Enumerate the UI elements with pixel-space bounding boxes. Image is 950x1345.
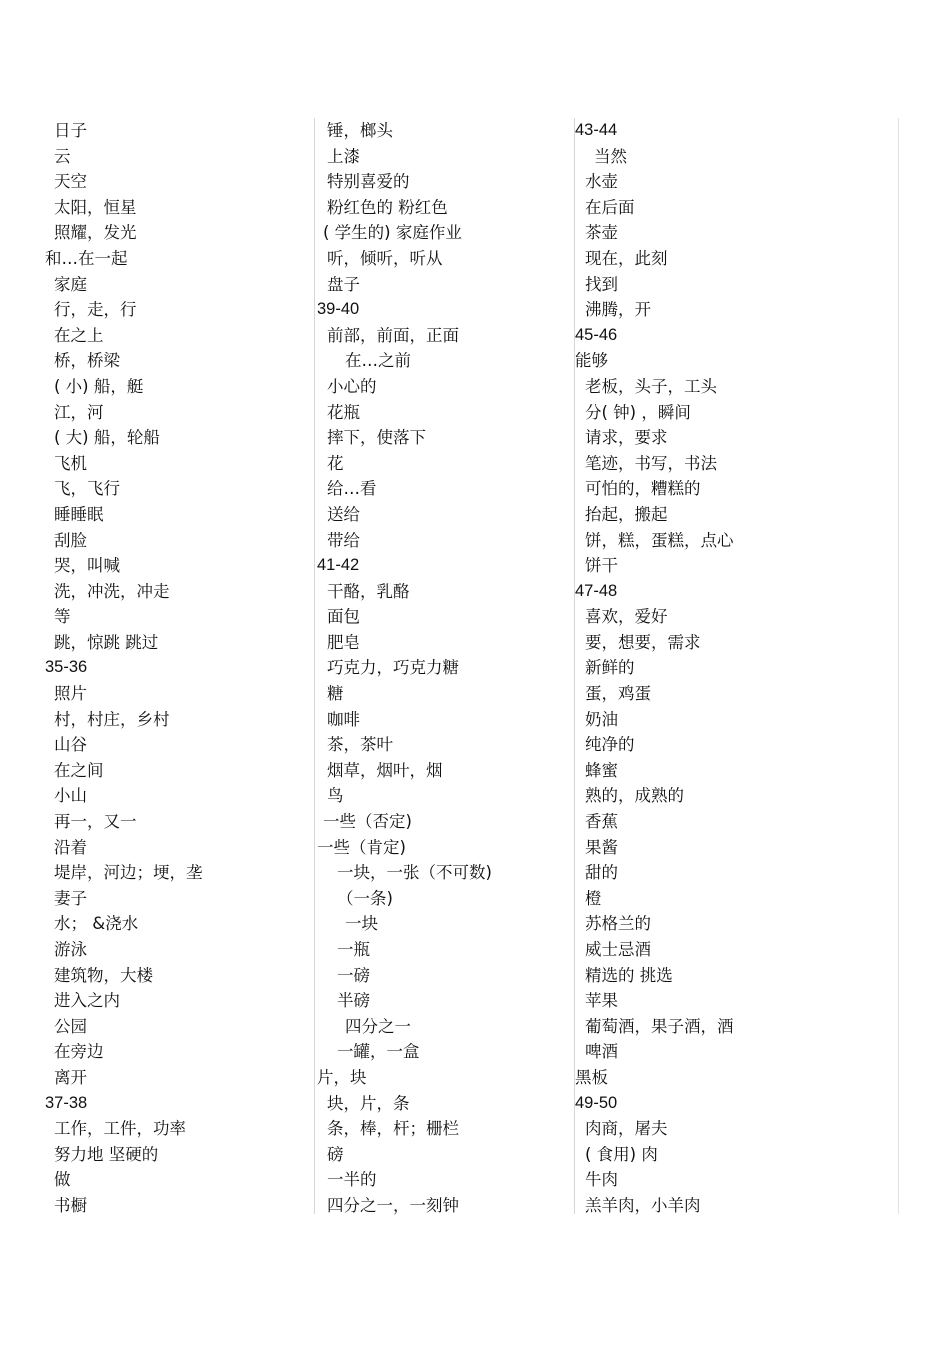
list-item: 前部，前面，正面 — [327, 325, 459, 345]
list-item: 送给 — [327, 504, 360, 524]
list-item: 跳，惊跳 跳过 — [54, 632, 159, 652]
list-item: 等 — [54, 607, 71, 627]
list-item: 分( 钟) ，瞬间 — [585, 402, 691, 422]
list-item: 照片 — [54, 684, 87, 704]
list-item: 刮脸 — [54, 530, 87, 550]
list-item: 一半的 — [327, 1170, 377, 1190]
vocabulary-column-3 — [575, 118, 899, 1214]
list-item: 花瓶 — [327, 402, 360, 422]
list-item: 现在，此刻 — [585, 248, 668, 268]
list-item: 羔羊肉，小羊肉 — [585, 1195, 701, 1215]
list-item: 老板，头子，工头 — [585, 376, 717, 396]
list-item: 水壶 — [585, 172, 618, 192]
list-item: 沿着 — [54, 837, 87, 857]
list-item: 肉商，屠夫 — [585, 1119, 668, 1139]
list-item: 苏格兰的 — [585, 914, 651, 934]
list-item: 在后面 — [585, 197, 635, 217]
lesson-heading: 41-42 — [317, 556, 360, 575]
list-item: 巧克力，巧克力糖 — [327, 658, 459, 678]
vocabulary-column-1 — [44, 118, 315, 1214]
list-item: 盘子 — [327, 274, 360, 294]
list-item: 锤，榔头 — [327, 121, 393, 140]
list-item: 啤酒 — [585, 1042, 618, 1062]
list-item: 山谷 — [54, 735, 87, 755]
list-item: 洗，冲洗，冲走 — [54, 581, 170, 601]
list-item: 威士忌酒 — [585, 940, 651, 959]
list-item: 牛肉 — [585, 1170, 618, 1190]
list-item: 要，想要，需求 — [585, 632, 701, 652]
list-item: 特别喜爱的 — [327, 172, 410, 192]
entry-list — [575, 118, 898, 1219]
lesson-heading: 35-36 — [45, 658, 88, 677]
list-item: ( 小) 船，艇 — [54, 376, 144, 396]
list-item: 水； &浇水 — [54, 914, 139, 934]
list-item: 一块，一张（不可数) — [337, 863, 492, 883]
list-item: 一些（否定) — [323, 812, 412, 832]
list-item: ( 学生的) 家庭作业 — [323, 223, 462, 243]
list-item: 茶壶 — [585, 223, 618, 243]
list-item: 天空 — [54, 172, 87, 192]
list-item: 半磅 — [337, 991, 370, 1011]
list-item: 茶，茶叶 — [327, 735, 393, 755]
list-item: 离开 — [54, 1067, 87, 1087]
list-item: 进入之内 — [54, 991, 120, 1011]
lesson-heading: 37-38 — [45, 1093, 88, 1112]
list-item: 一块 — [345, 914, 378, 934]
list-item: 请求，要求 — [585, 428, 668, 448]
list-item: 甜的 — [585, 863, 618, 883]
list-item: 村，村庄，乡村 — [54, 709, 170, 729]
list-item: 上漆 — [327, 146, 360, 166]
entry-list — [315, 118, 574, 1219]
list-item: 小山 — [54, 786, 87, 806]
list-item: 果酱 — [585, 837, 618, 857]
list-item: 磅 — [327, 1144, 344, 1164]
list-item: 纯净的 — [585, 735, 635, 755]
list-item: 带给 — [327, 530, 360, 550]
list-item: 游泳 — [54, 940, 87, 959]
lesson-heading: 43-44 — [575, 121, 618, 139]
list-item: 妻子 — [54, 888, 87, 908]
list-item: 建筑物，大楼 — [54, 965, 153, 985]
list-item: 家庭 — [54, 274, 87, 294]
list-item: 努力地 坚硬的 — [54, 1144, 159, 1164]
list-item: 给…看 — [327, 479, 377, 499]
list-item: 小心的 — [327, 376, 377, 396]
list-item: 在之间 — [54, 760, 104, 780]
list-item: 沸腾，开 — [585, 300, 651, 320]
list-item: 在旁边 — [54, 1042, 104, 1062]
list-item: 条，棒，杆；栅栏 — [327, 1119, 459, 1139]
list-item: 照耀，发光 — [54, 223, 137, 243]
list-item: 飞机 — [54, 453, 87, 473]
entry-list — [44, 118, 314, 1219]
list-item: 太阳，恒星 — [54, 197, 137, 217]
list-item: 奶油 — [585, 709, 618, 729]
list-item: ( 食用) 肉 — [585, 1144, 658, 1164]
list-item: 黑板 — [575, 1067, 608, 1087]
list-item: 飞，飞行 — [54, 479, 120, 499]
list-item: 找到 — [585, 274, 618, 294]
list-item: 一磅 — [337, 965, 370, 985]
list-item: 在…之前 — [345, 351, 411, 371]
list-item: 面包 — [327, 607, 360, 627]
list-item: 干酪，乳酪 — [327, 581, 410, 601]
list-item: 肥皂 — [327, 632, 360, 652]
list-item: ( 大) 船，轮船 — [54, 428, 160, 448]
list-item: 饼干 — [585, 556, 618, 576]
list-item: 喜欢，爱好 — [585, 607, 668, 627]
list-item: 和…在一起 — [45, 248, 128, 268]
list-item: 糖 — [327, 684, 344, 704]
list-item: 粉红色的 粉红色 — [327, 197, 448, 217]
list-item: 花 — [327, 453, 344, 473]
list-item: 抬起，搬起 — [585, 504, 668, 524]
list-item: 当然 — [594, 146, 627, 166]
list-item: 可怕的，糟糕的 — [585, 479, 701, 499]
list-item: 在之上 — [54, 325, 104, 345]
lesson-heading: 47-48 — [575, 581, 618, 600]
lesson-heading: 39-40 — [317, 300, 360, 319]
list-item: 片，块 — [317, 1067, 367, 1087]
list-item: 日子 — [54, 121, 87, 140]
list-item: 桥，桥梁 — [54, 351, 120, 371]
list-item: 饼，糕，蛋糕，点心 — [585, 530, 734, 550]
list-item: 一瓶 — [337, 940, 370, 959]
vocabulary-column-2 — [315, 118, 575, 1214]
list-item: 鸟 — [327, 786, 344, 806]
list-item: 苹果 — [585, 991, 618, 1011]
vocabulary-table — [44, 118, 900, 1214]
list-item: 行，走，行 — [54, 300, 137, 320]
list-item: 新鲜的 — [585, 658, 635, 678]
lesson-heading: 49-50 — [575, 1093, 618, 1112]
list-item: 咖啡 — [327, 709, 360, 729]
list-item: 书橱 — [54, 1195, 87, 1215]
list-item: 熟的，成熟的 — [585, 786, 684, 806]
list-item: 精选的 挑选 — [585, 965, 673, 985]
list-item: 一些（肯定) — [317, 837, 406, 857]
list-item: 云 — [54, 146, 71, 166]
list-item: 哭，叫喊 — [54, 556, 120, 576]
list-item: 再一，又一 — [54, 812, 137, 832]
lesson-heading: 45-46 — [575, 325, 618, 344]
list-item: 四分之一，一刻钟 — [327, 1195, 459, 1215]
list-item: （一条) — [337, 888, 393, 908]
list-item: 堤岸，河边；埂，垄 — [54, 863, 203, 883]
list-item: 江，河 — [54, 402, 104, 422]
list-item: 烟草，烟叶，烟 — [327, 760, 443, 780]
list-item: 橙 — [585, 888, 602, 908]
list-item: 公园 — [54, 1016, 87, 1036]
list-item: 做 — [54, 1170, 71, 1190]
list-item: 能够 — [575, 351, 608, 371]
list-item: 睡睡眠 — [54, 504, 104, 524]
list-item: 葡萄酒，果子酒，酒 — [585, 1016, 734, 1036]
list-item: 块，片，条 — [327, 1093, 410, 1113]
list-item: 摔下，使落下 — [327, 428, 426, 448]
list-item: 蛋，鸡蛋 — [585, 684, 651, 704]
list-item: 香蕉 — [585, 812, 618, 832]
list-item: 工作，工件，功率 — [54, 1119, 186, 1139]
list-item: 听，倾听，听从 — [327, 248, 443, 268]
list-item: 四分之一 — [345, 1016, 411, 1036]
list-item: 笔迹，书写，书法 — [585, 453, 717, 473]
list-item: 蜂蜜 — [585, 760, 618, 780]
list-item: 一罐，一盒 — [337, 1042, 420, 1062]
